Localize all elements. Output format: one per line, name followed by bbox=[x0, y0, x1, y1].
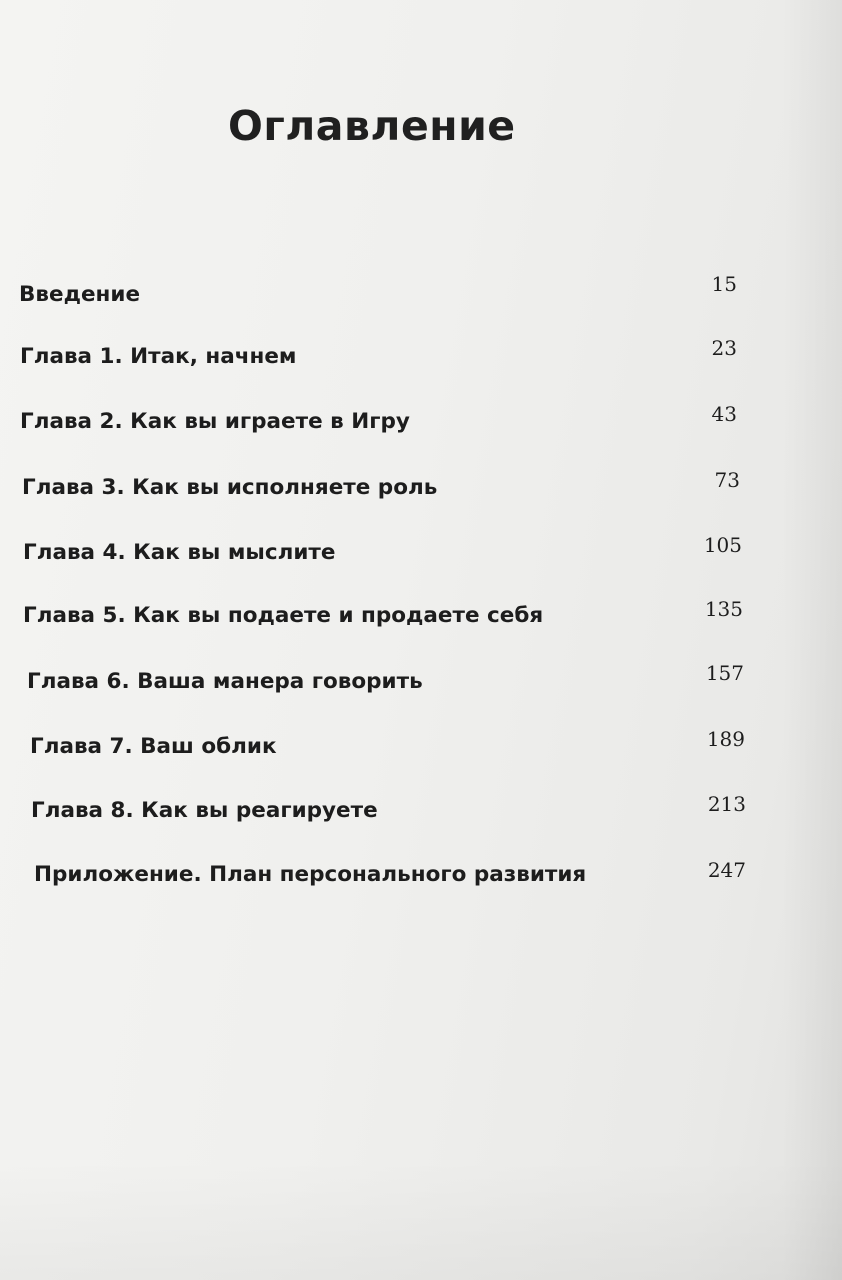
toc-entry-page: 189 bbox=[706, 727, 745, 751]
page-bottom-shade bbox=[0, 1160, 842, 1280]
toc-entry-label: Глава 2. Как вы играете в Игру bbox=[20, 409, 410, 434]
toc-entry-page: 23 bbox=[711, 336, 737, 360]
toc-entry-page: 213 bbox=[707, 792, 746, 816]
toc-entry-label: Приложение. План персонального развития bbox=[34, 862, 587, 887]
toc-entry-chapter-8 bbox=[0, 792, 842, 832]
toc-entry-label: Глава 7. Ваш облик bbox=[30, 734, 277, 759]
toc-entry-label: Глава 3. Как вы исполняете роль bbox=[22, 475, 438, 500]
toc-entry-page: 105 bbox=[703, 533, 742, 557]
toc-entry-page: 43 bbox=[711, 402, 737, 426]
toc-entry-label: Глава 6. Ваша манера говорить bbox=[27, 669, 423, 694]
toc-entry-label: Глава 1. Итак, начнем bbox=[20, 344, 297, 369]
toc-entry-label: Глава 4. Как вы мыслите bbox=[23, 540, 336, 565]
toc-entry-page: 135 bbox=[704, 597, 743, 621]
toc-entry-introduction bbox=[0, 272, 842, 312]
toc-entry-chapter-5 bbox=[0, 597, 842, 637]
toc-entry-label: Введение bbox=[19, 282, 141, 307]
toc-entry-label: Глава 8. Как вы реагируете bbox=[31, 798, 378, 823]
toc-entry-page: 15 bbox=[711, 272, 737, 296]
toc-entry-chapter-1 bbox=[0, 336, 842, 376]
toc-entry-page: 247 bbox=[707, 858, 746, 882]
page-edge-shadow bbox=[782, 0, 842, 1280]
toc-entry-chapter-6 bbox=[0, 661, 842, 701]
toc-entry-chapter-3 bbox=[0, 468, 842, 508]
page-title: Оглавление bbox=[228, 102, 516, 150]
toc-entry-page: 73 bbox=[714, 468, 740, 492]
toc-entry-chapter-7 bbox=[0, 727, 842, 767]
toc-entry-chapter-2 bbox=[0, 402, 842, 442]
toc-entry-chapter-4 bbox=[0, 533, 842, 573]
toc-entry-page: 157 bbox=[705, 661, 744, 685]
toc-entry-appendix bbox=[0, 858, 842, 898]
toc-entry-label: Глава 5. Как вы подаете и продаете себя bbox=[23, 603, 544, 628]
